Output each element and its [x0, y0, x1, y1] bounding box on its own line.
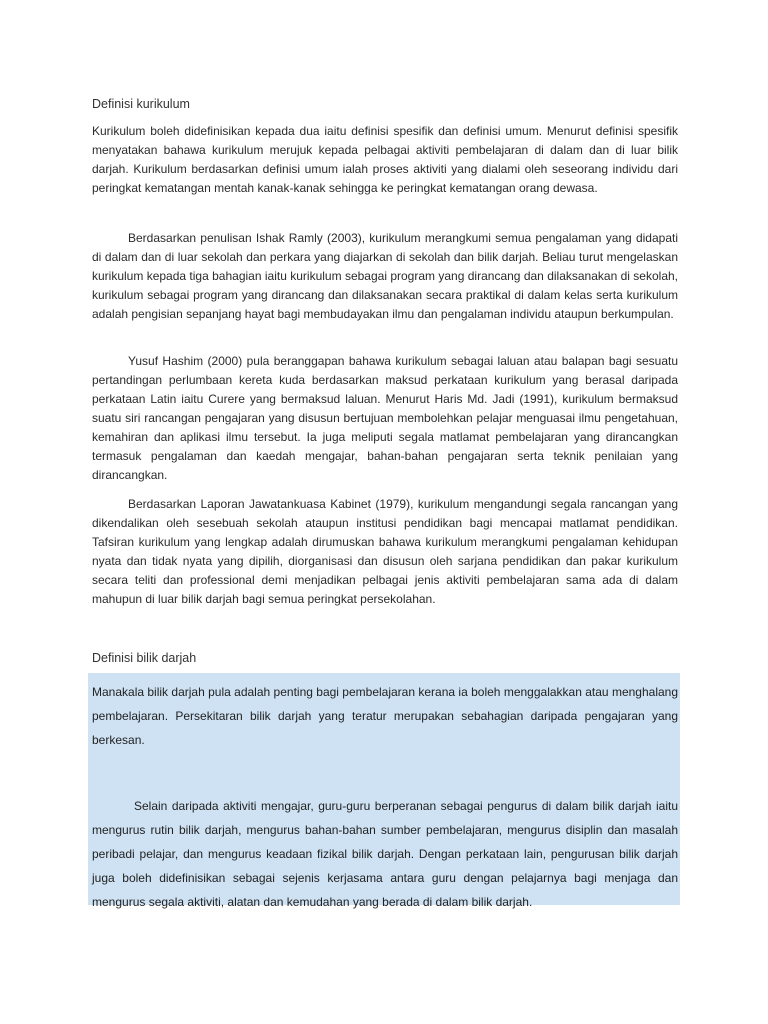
paragraph-kurikulum-2: Berdasarkan penulisan Ishak Ramly (2003), kurikulum merangkumi semua pengalaman yang didapati di dalam dan di luar sekolah dan perkara yang diajarkan di sekolah dan bilik darjah. Beliau turut mengelaskan kurikulum kepada tiga bahagian iaitu kurikulum sebagai program yang dirancang dan dilaksanakan di sekolah, kurikulum sebagai program yang dirancang dan dilaksanakan secara praktikal di dalam kelas serta kurikulum adalah pengisian sepanjang hayat bagi membudayakan ilmu dan pengalaman individu ataupun berkumpulan.: [92, 231, 678, 321]
section-heading-bilik-darjah: Definisi bilik darjah: [92, 651, 197, 665]
paragraph-bilik-darjah-2: Selain daripada aktiviti mengajar, guru-guru berperanan sebagai pengurus di dalam bilik darjah iaitu mengurus rutin bilik darjah, mengurus bahan-bahan sumber pembelajaran, mengurus disiplin dan masalah peribadi pelajar, dan mengurus keadaan fizikal bilik darjah. Dengan perkataan lain, pengurusan bilik darjah juga boleh didefinisikan sebagai sejenis kerjasama antara guru dengan pelajarnya bagi menjaga dan mengurus segala aktiviti, alatan dan kemudahan yang berada di dalam bilik darjah.: [92, 799, 678, 909]
section-heading-kurikulum: Definisi kurikulum: [92, 97, 190, 111]
paragraph-kurikulum-1: Kurikulum boleh didefinisikan kepada dua iaitu definisi spesifik dan definisi umum. Menurut definisi spesifik menyatakan bahawa kurikulum merujuk kepada pelbagai aktiviti pembelajaran di dalam dan di luar bilik darjah. Kurikulum berdasarkan definisi umum ialah proses aktiviti yang dialami oleh seseorang individu dari peringkat kematangan mentah kanak-kanak sehingga ke peringkat kematangan orang dewasa.: [92, 124, 678, 195]
paragraph-bilik-darjah-1: Manakala bilik darjah pula adalah penting bagi pembelajaran kerana ia boleh menggalakkan atau menghalang pembelajaran. Persekitaran bilik darjah yang teratur merupakan sebahagian daripada pengajaran yang berkesan.: [92, 685, 678, 747]
paragraph-kurikulum-3: Yusuf Hashim (2000) pula beranggapan bahawa kurikulum sebagai laluan atau balapan bagi sesuatu pertandingan perlumbaan kereta kuda berdasarkan maksud perkataan kurikulum yang berasal daripada perkataan Latin iaitu Curere yang bermaksud laluan. Menurut Haris Md. Jadi (1991), kurikulum bermaksud suatu siri rancangan pengajaran yang disusun bertujuan membolehkan pelajar menguasai ilmu pengetahuan, kemahiran dan aplikasi ilmu tersebut. Ia juga meliputi segala matlamat pembelajaran yang dirancangkan termasuk pengalaman dan kaedah mengajar, bahan-bahan pengajaran serta teknik penilaian yang dirancangkan.: [92, 354, 678, 482]
paragraph-kurikulum-4: Berdasarkan Laporan Jawatankuasa Kabinet (1979), kurikulum mengandungi segala rancangan yang dikendalikan oleh sesebuah sekolah ataupun institusi pendidikan bagi mencapai matlamat pendidikan. Tafsiran kurikulum yang lengkap adalah dirumuskan bahawa kurikulum merangkumi pengalaman kehidupan nyata dan tidak nyata yang dipilih, diorganisasi dan disusun oleh sarjana pendidikan dan pakar kurikulum secara teliti dan professional demi menjadikan pelbagai jenis aktiviti pembelajaran sama ada di dalam mahupun di luar bilik darjah bagi semua peringkat persekolahan.: [92, 497, 678, 606]
